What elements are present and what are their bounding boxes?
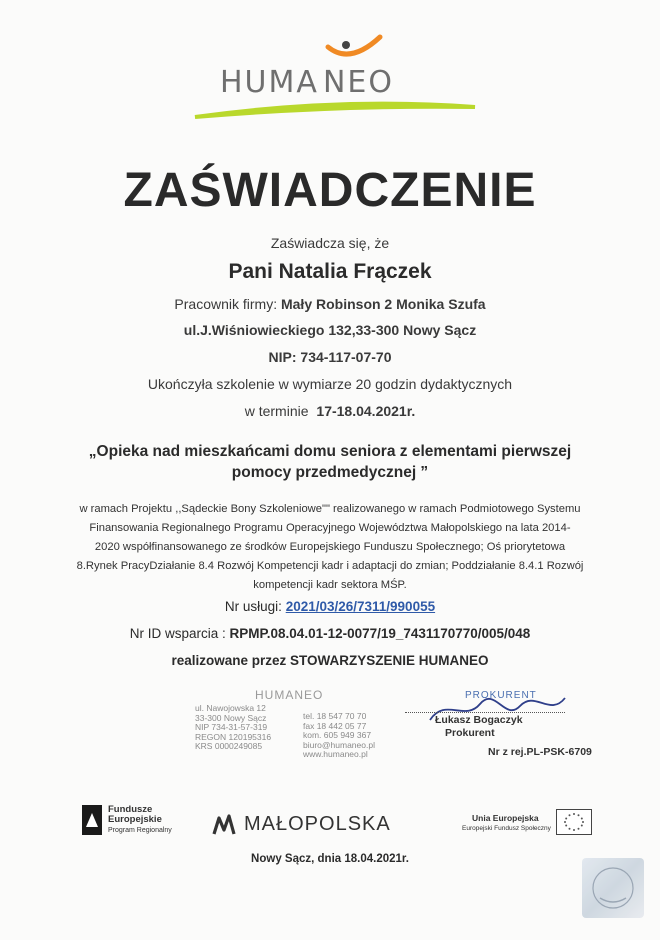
project-line-2: Finansowania Regionalnego Programu Operacyjnego Województwa Małopolskiego na lata 2014- (89, 522, 571, 534)
person-name: Pani Natalia Frączek (228, 260, 432, 283)
stamp-left-4: REGON 120195316 (195, 731, 272, 742)
eu-line-2: Europejski Fundusz Społeczny (462, 825, 551, 832)
stamp-left-1: ul. Nawojowska 12 (195, 703, 266, 713)
logo-text-neo: NEO (322, 65, 394, 100)
project-line-1: w ramach Projektu ,,Sądeckie Bony Szkoleniowe"" realizowanego w ramach Podmiotowego Systemu (79, 503, 581, 515)
place-and-date: Nowy Sącz, dnia 18.04.2021r. (251, 853, 409, 865)
stamp-left-5: KRS 0000249085 (195, 741, 263, 751)
stamp-right-5: www.humaneo.pl (303, 749, 368, 759)
intro-text: Zaświadcza się, że (270, 235, 390, 251)
malopolska-text: MAŁOPOLSKA (244, 813, 391, 835)
eu-line-1: Unia Europejska (472, 813, 539, 823)
completed-line: Ukończyła szkolenie w wymiarze 20 godzin dydaktycznych (147, 376, 513, 392)
organization-stamp (195, 688, 395, 768)
fe-line-3: Program Regionalny (108, 827, 172, 834)
term-dates: 17-18.04.2021r. (316, 403, 416, 419)
hologram-seal (582, 858, 644, 918)
logo-dot (342, 41, 350, 49)
support-value: RPMP.08.04.01-12-0077/19_7431170770/005/048 (229, 626, 531, 641)
signature-block (405, 690, 635, 765)
stamp-left-2: 33-300 Nowy Sącz (195, 712, 267, 723)
address-line: ul.J.Wiśniowieckiego 132,33-300 Nowy Sącz (183, 322, 477, 338)
term-line (0, 403, 660, 419)
signature-role: Prokurent (445, 727, 495, 739)
logo-orange-arc (328, 37, 380, 54)
fe-line-2: Europejskie (108, 814, 162, 825)
service-link[interactable]: 2021/03/26/7311/990055 (285, 599, 436, 614)
stamp-contact (303, 712, 375, 760)
stamp-left-3: NIP 734-31-57-319 (195, 722, 268, 732)
realized-label: realizowane przez (171, 653, 287, 668)
stamp-right-3: kom. 605 949 367 (303, 730, 372, 740)
service-number (0, 599, 660, 614)
course-line-2: pomocy przedmedycznej ” (231, 464, 429, 481)
employer-label: Pracownik firmy: (174, 296, 278, 312)
fe-icon (82, 805, 102, 835)
signature-name: Łukasz Bogaczyk (435, 714, 523, 726)
stamp-right-4: biuro@humaneo.pl (303, 739, 375, 750)
project-line-3: 2020 współfinansowanego ze środków Europejskiego Funduszu Społecznego; Oś priorytetowa (94, 541, 566, 553)
support-id (0, 626, 660, 641)
project-line-5: kompetencji kadr sektora MŚP. (253, 579, 407, 591)
course-title (0, 441, 660, 483)
term-label: w terminie (244, 403, 309, 419)
certificate-title: ZAŚWIADCZENIE (123, 164, 537, 217)
signature-registration: Nr z rej.PL-PSK-6709 (488, 746, 592, 758)
stamp-address (195, 704, 271, 752)
fe-line-1: Fundusze (108, 804, 153, 815)
employer-line (0, 296, 660, 312)
logo-green-swoosh (195, 104, 475, 117)
logo-text-huma: HUMA (220, 65, 319, 100)
signature-stamp-word: PROKURENT (465, 690, 537, 701)
malopolska-icon (212, 814, 240, 836)
malopolska-logo (212, 812, 432, 840)
realized-by (0, 653, 660, 668)
support-label: Nr ID wsparcia : (129, 626, 226, 641)
stamp-logo: HUMANEO (255, 688, 324, 702)
hologram-logo-icon (582, 858, 644, 918)
realized-org: STOWARZYSZENIE HUMANEO (290, 653, 489, 668)
employer-name: Mały Robinson 2 Monika Szufa (280, 296, 486, 312)
service-label: Nr usługi: (224, 599, 282, 614)
eu-flag-icon (556, 809, 592, 835)
project-line-4: 8.Rynek PracyDziałanie 8.4 Rozwój Kompetencji kadr i adaptacji do zmian; Poddziałanie 8.4.1 Rozwój (76, 560, 584, 572)
signature-line (405, 712, 565, 713)
humaneo-logo (190, 25, 480, 125)
nip-line: NIP: 734-117-07-70 (268, 349, 392, 365)
fundusze-europejskie-logo (82, 803, 202, 839)
course-line-1: „Opieka nad mieszkańcami domu seniora z elementami pierwszej (88, 443, 572, 460)
stamp-right-2: fax 18 442 05 77 (303, 720, 367, 731)
project-description (0, 500, 660, 595)
eu-logo (462, 812, 602, 842)
stamp-right-1: tel. 18 547 70 70 (303, 711, 367, 721)
